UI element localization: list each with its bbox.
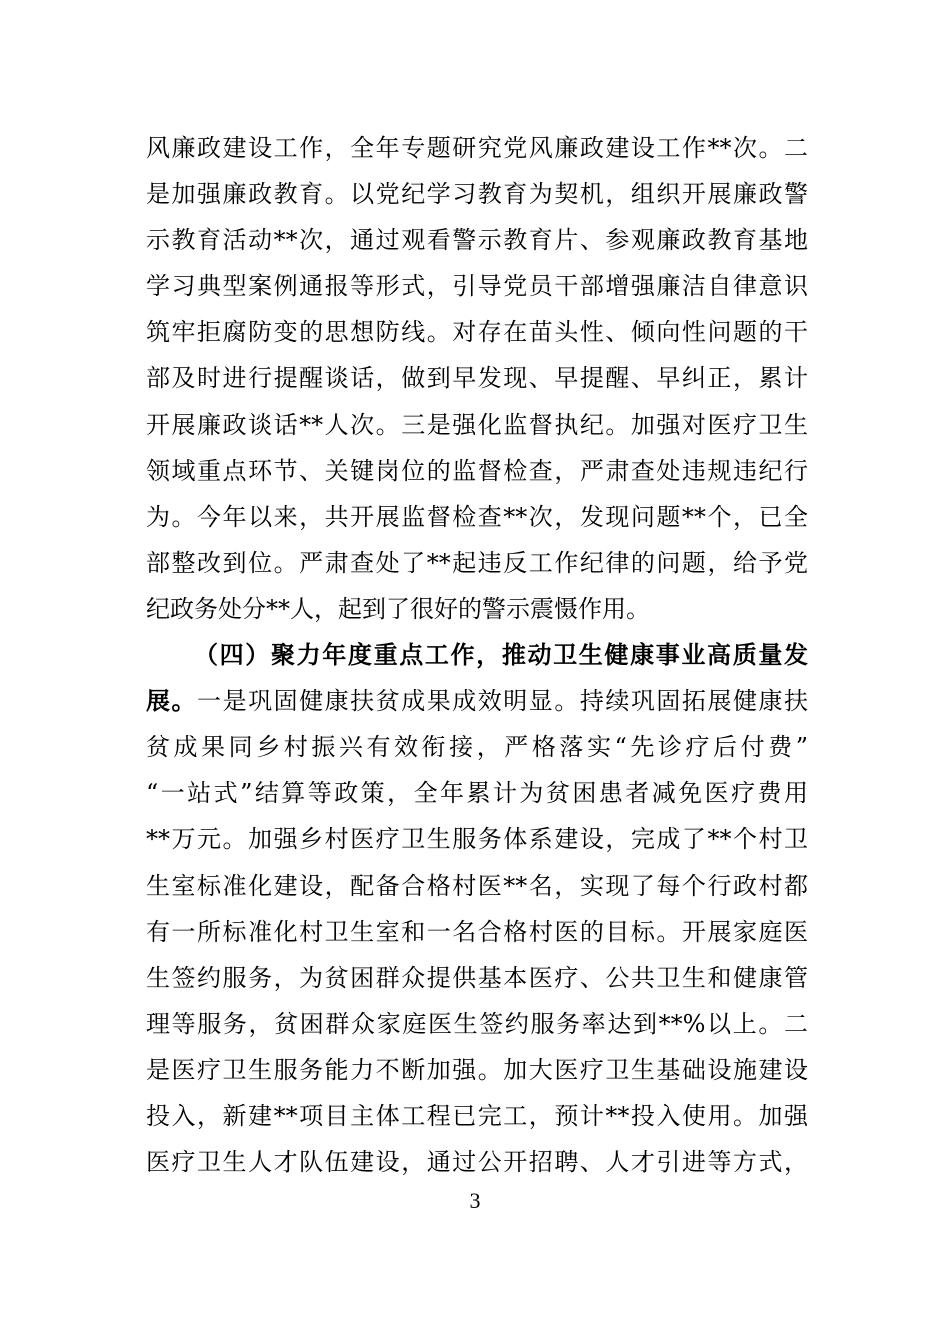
paragraph-line: 有一所标准化村卫生室和一名合格村医的目标。开展家庭医 [146,917,808,946]
paragraph-line: 医疗卫生人才队伍建设，通过公开招聘、人才引进等方式， [146,1148,808,1177]
paragraph-line: 是医疗卫生服务能力不断加强。加大医疗卫生基础设施建设 [146,1055,808,1084]
paragraph-line: 示教育活动**次，通过观看警示教育片、参观廉政教育基地 [146,226,808,255]
paragraph-line: 生签约服务，为贫困群众提供基本医疗、公共卫生和健康管 [146,963,808,992]
section-heading-tail: 展。 [146,686,198,716]
paragraph-text: 一是巩固健康扶贫成果成效明显。持续巩固拓展健康扶 [197,687,809,716]
paragraph-line: 学习典型案例通报等形式，引导党员干部增强廉洁自律意识 [146,272,808,301]
paragraph-line: 部及时进行提醒谈话，做到早发现、早提醒、早纠正，累计 [146,364,808,393]
heading-continuation-line [146,678,808,724]
paragraph-line: 贫成果同乡村振兴有效衔接，严格落实“先诊疗后付费” [146,733,808,762]
paragraph-line: 纪政务处分**人，起到了很好的警示震慑作用。 [146,594,650,623]
paragraph-line: 风廉政建设工作，全年专题研究党风廉政建设工作**次。二 [146,134,808,162]
paragraph-line: 是加强廉政教育。以党纪学习教育为契机，组织开展廉政警 [146,180,808,209]
page-number: 3 [469,1188,481,1213]
paragraph-line: 为。今年以来，共开展监督检查**次，发现问题**个，已全 [146,502,808,531]
paragraph-line: 理等服务，贫困群众家庭医生签约服务率达到**%以上。二 [146,1009,808,1038]
paragraph-line: 领域重点环节、关键岗位的监督检查，严肃查处违规违纪行 [146,456,808,485]
body-text [146,125,808,1185]
paragraph-line: **万元。加强乡村医疗卫生服务体系建设，完成了**个村卫 [146,825,808,854]
paragraph-line: 筑牢拒腐防变的思想防线。对存在苗头性、倾向性问题的干 [146,318,808,347]
section-heading-line: （四）聚力年度重点工作，推动卫生健康事业高质量发 [194,640,808,670]
paragraph-line: 投入，新建**项目主体工程已完工，预计**投入使用。加强 [146,1101,808,1130]
paragraph-line: 开展廉政谈话**人次。三是强化监督执纪。加强对医疗卫生 [146,410,808,439]
paragraph-line: “一站式”结算等政策，全年累计为贫困患者减免医疗费用 [146,779,808,808]
paragraph-line: 生室标准化建设，配备合格村医**名，实现了每个行政村都 [146,871,808,900]
paragraph-line: 部整改到位。严肃查处了**起违反工作纪律的问题，给予党 [146,548,808,577]
